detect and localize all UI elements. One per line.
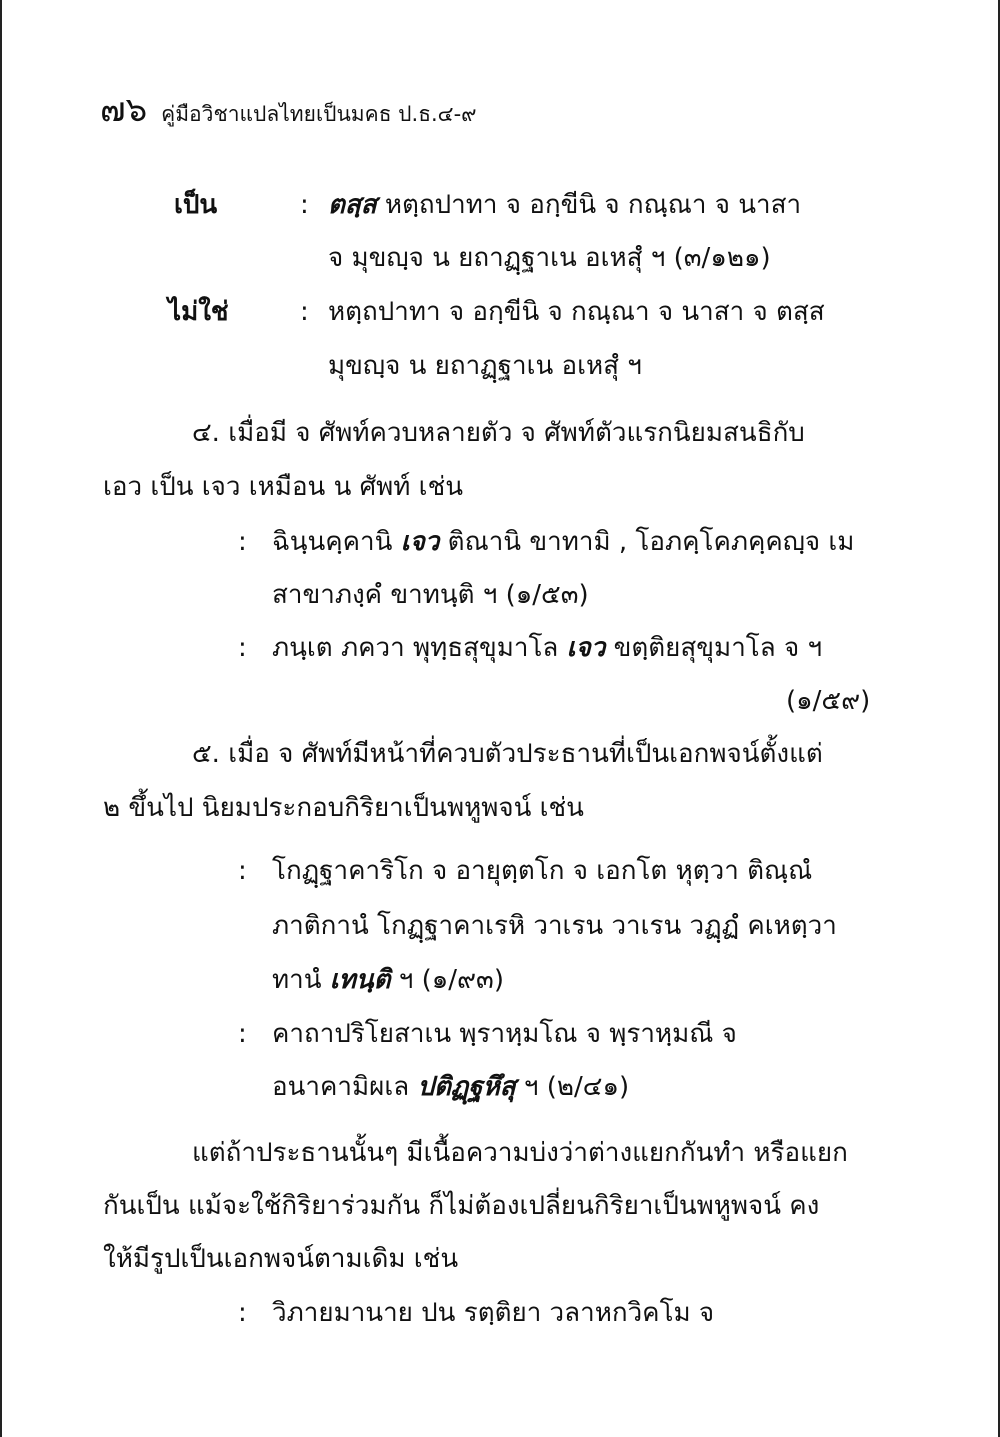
rule-4-example-1-line-1 <box>272 522 854 562</box>
text-span: อนาคามิผเล <box>272 1072 418 1102</box>
text-span: ทานํ <box>272 965 330 995</box>
rule-4-example-1-line-2: สาขาภงฺคํ ขาทนฺติ ฯ (๑/๕๓) <box>272 580 589 610</box>
rule-5-example-2-line-2 <box>272 1067 629 1107</box>
page-header <box>100 82 477 136</box>
emphasis-word: เจว <box>566 633 606 663</box>
correct-example-line-1 <box>328 185 801 225</box>
colon: : <box>238 1019 247 1049</box>
emphasis-word: เจว <box>400 527 440 557</box>
rule-5-line-2: ๒ ขึ้นไป นิยมประกอบกิริยาเป็นพหูพจน์ เช่น <box>103 793 584 823</box>
rule-5-example-1-line-3 <box>272 960 504 1000</box>
text-span: ติณานิ ขาทามิ , โอภคฺโคภคฺคญฺจ เม <box>439 527 855 557</box>
emphasis-word: ตสฺส <box>328 190 377 220</box>
text-span: ฉินฺนคฺคานิ <box>272 527 401 557</box>
rule-4-example-2-line-1 <box>272 628 822 668</box>
emphasis-word: เทนฺติ <box>329 965 391 995</box>
paragraph-line-1: แต่ถ้าประธานนั้นๆ มีเนื้อความบ่งว่าต่างแยกกันทำ หรือแยก <box>192 1138 848 1168</box>
label-correct: เป็น <box>174 190 218 220</box>
page-number: ๗๖ <box>100 90 148 130</box>
colon: : <box>238 1298 247 1328</box>
colon: : <box>238 633 247 663</box>
rule-4-line-2: เอว เป็น เจว เหมือน น ศัพท์ เช่น <box>103 472 463 502</box>
rule-4-example-2-reference: (๑/๕๙) <box>786 686 871 716</box>
emphasis-word: ปติฏฺฐหึสุ <box>417 1072 516 1102</box>
incorrect-example-line-1: หตฺถปาทา จ อกฺขีนิ จ กณฺณา จ นาสา จ ตสฺส <box>328 297 825 327</box>
colon: : <box>238 527 247 557</box>
colon: : <box>300 190 309 220</box>
text-span: ขตฺติยสุขุมาโล จ ฯ <box>605 633 823 663</box>
book-title: คู่มือวิชาแปลไทยเป็นมคธ ป.ธ.๔-๙ <box>161 102 477 126</box>
text-span: หตฺถปาทา จ อกฺขีนิ จ กณฺณา จ นาสา <box>376 190 802 220</box>
paragraph-line-3: ให้มีรูปเป็นเอกพจน์ตามเดิม เช่น <box>103 1244 459 1274</box>
paragraph-example-1: วิภายมานาย ปน รตฺติยา วลาหกวิคโม จ <box>272 1298 715 1328</box>
rule-5-example-1-line-1: โกฏฺฐาคาริโก จ อายุตฺตโก จ เอกโต หุตฺวา ติณฺณํ <box>272 856 813 886</box>
paragraph-line-2: กันเป็น แม้จะใช้กิริยาร่วมกัน ก็ไม่ต้องเปลี่ยนกิริยาเป็นพหูพจน์ คง <box>103 1191 820 1221</box>
page-border-left <box>0 0 2 1437</box>
colon: : <box>300 297 309 327</box>
correct-example-line-2: จ มุขญฺจ น ยถาฏฺฐาเน อเหสุํ ฯ (๓/๑๒๑) <box>328 243 771 273</box>
rule-5-example-2-line-1: คาถาปริโยสาเน พฺราหฺมโณ จ พฺราหฺมณี จ <box>272 1019 737 1049</box>
text-span: ฯ (๒/๔๑) <box>515 1072 630 1102</box>
rule-4-line-1: ๔. เมื่อมี จ ศัพท์ควบหลายตัว จ ศัพท์ตัวแรกนิยมสนธิกับ <box>192 418 805 448</box>
text-span: ฯ (๑/๙๓) <box>390 965 504 995</box>
text-span: ภนฺเต ภควา พุทฺธสุขุมาโล <box>272 633 567 663</box>
incorrect-example-line-2: มุขญฺจ น ยถาฏฺฐาเน อเหสุํ ฯ <box>328 351 642 381</box>
colon: : <box>238 856 247 886</box>
label-incorrect: ไม่ใช่ <box>168 297 229 327</box>
rule-5-example-1-line-2: ภาติกานํ โกฏฺฐาคาเรหิ วาเรน วาเรน วฏฺฏํ คเหตฺวา <box>272 911 837 941</box>
rule-5-line-1: ๕. เมื่อ จ ศัพท์มีหน้าที่ควบตัวประธานที่เป็นเอกพจน์ตั้งแต่ <box>192 739 823 769</box>
